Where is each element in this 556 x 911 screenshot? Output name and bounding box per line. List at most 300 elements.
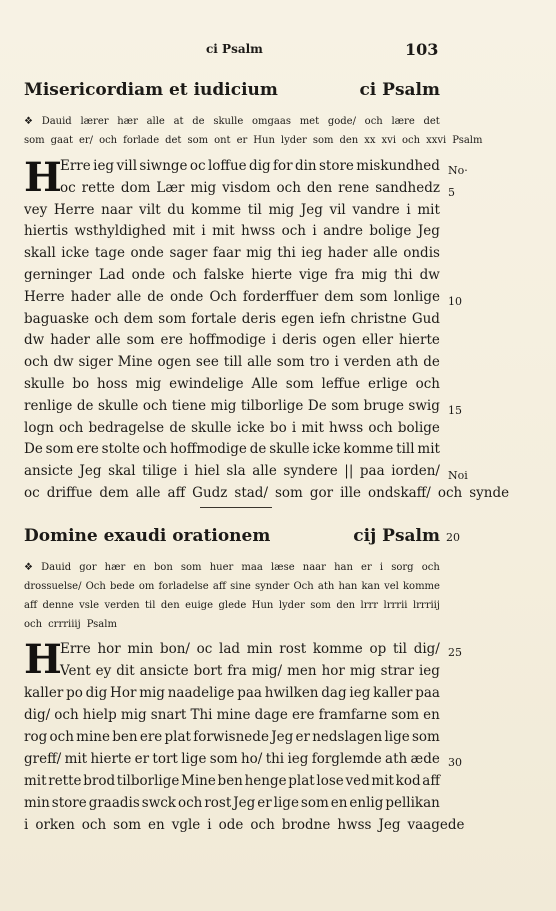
text-word: i [183, 463, 188, 480]
text-line [24, 461, 468, 483]
summary-word: lrrrii [383, 600, 408, 611]
text-word: som [412, 729, 440, 745]
text-word: hwss [241, 223, 276, 240]
text-word: plat [288, 773, 315, 789]
text-word: vil [329, 201, 346, 218]
text-word: hielp [82, 707, 117, 723]
text-word: och [172, 266, 197, 283]
text-word: christne [350, 310, 407, 327]
text-word: deris [282, 332, 317, 349]
text-word: pellikan [385, 795, 440, 811]
text-word: driffue [46, 484, 93, 501]
text-word: paa [415, 685, 440, 701]
psalm-102-body [24, 636, 465, 836]
summary-word: den [339, 135, 359, 146]
text-word: en [330, 795, 348, 811]
summary-word: han [334, 562, 353, 573]
text-word: op [369, 641, 387, 657]
summary-word: aff [212, 581, 226, 592]
text-word: och [49, 729, 74, 745]
summary-word: Psalm [452, 135, 483, 146]
text-word: och [142, 441, 168, 458]
text-word: ondskaff/ [368, 484, 431, 501]
text-word: lose [316, 773, 344, 789]
running-title: ci Psalm [206, 42, 263, 56]
summary-word: naar [302, 562, 326, 573]
summary-line [24, 577, 440, 596]
text-word: til [392, 641, 407, 657]
text-word: hoss [96, 375, 128, 392]
summary-word: en [133, 562, 146, 573]
summary-word: som [180, 562, 202, 573]
text-line [24, 243, 440, 265]
text-word: ieg [301, 245, 323, 262]
text-word: icke [61, 245, 90, 262]
text-word: mit [24, 773, 47, 789]
text-word: mit [417, 201, 440, 218]
text-word: logn [24, 419, 54, 436]
text-word: iefn [319, 310, 346, 327]
text-word: oc [24, 484, 40, 501]
text-word: tilborlige [116, 773, 180, 789]
text-word: Och [209, 288, 237, 305]
text-word: kaller [373, 685, 413, 701]
text-word: dig/ [24, 707, 51, 723]
summary-word: gaat [50, 135, 73, 146]
text-word: ben [217, 773, 243, 789]
text-word: som [359, 288, 388, 305]
text-word: och [94, 310, 119, 327]
text-word: mig [349, 663, 376, 679]
text-word: De [307, 397, 327, 414]
text-word: forglemde [311, 751, 382, 767]
text-word: mig [135, 375, 162, 392]
text-word: bort [193, 663, 223, 679]
summary-word: gode/ [327, 116, 356, 127]
text-word: din [294, 158, 317, 174]
text-word: dom [120, 179, 151, 196]
text-word: och [276, 179, 301, 196]
summary-word: glede [218, 600, 247, 611]
text-line [24, 814, 465, 836]
psalm-101-lines [24, 156, 510, 505]
text-word: till [223, 354, 243, 371]
text-word: || [344, 463, 354, 480]
text-word: gor [309, 484, 334, 501]
text-word: brodne [281, 817, 331, 833]
summary-word: gor [79, 562, 97, 573]
line-number: 25 [448, 646, 462, 659]
text-word: tiene [171, 397, 207, 414]
summary-word: til [145, 600, 156, 611]
text-word: loffue [207, 158, 247, 174]
text-line [24, 287, 462, 309]
summary-word: xxvi [426, 135, 447, 146]
text-word: till [396, 441, 415, 458]
text-word: ogen [322, 332, 356, 349]
text-word: mig [210, 397, 237, 414]
text-word: som [45, 441, 74, 458]
text-word: enlig [349, 795, 384, 811]
psalm-101-title: Misericordiam et iudicium [24, 80, 278, 100]
text-word: baguaske [24, 310, 90, 327]
summary-word: euige [185, 600, 214, 611]
text-word: hwilken [264, 685, 319, 701]
text-word: min [24, 795, 50, 811]
text-word: Herre [24, 288, 65, 305]
text-word: hiertis [24, 223, 69, 240]
text-word: i [207, 817, 212, 833]
text-word: for [273, 158, 293, 174]
summary-word: xx [364, 135, 376, 146]
text-word: thi [394, 266, 413, 283]
summary-word: forlade [123, 135, 160, 146]
text-word: sager [169, 245, 208, 262]
text-word: ieg [349, 685, 371, 701]
text-line [24, 770, 440, 792]
text-word: sandhedz [375, 179, 440, 196]
text-word: alle [116, 288, 142, 305]
text-word: mig [120, 707, 147, 723]
summary-word: ath [317, 581, 335, 592]
text-word: dw [53, 354, 74, 371]
text-word: faar [213, 245, 241, 262]
text-word: vey [24, 201, 48, 218]
text-word: brod [83, 773, 116, 789]
text-word: onde [169, 288, 204, 305]
text-word: dig [85, 685, 108, 701]
text-word: rost [204, 795, 232, 811]
text-word: leffue [321, 375, 361, 392]
summary-word: at [173, 116, 184, 127]
text-word: po [66, 685, 83, 701]
text-line [24, 418, 440, 440]
text-word: ved [345, 773, 370, 789]
summary-word: och [364, 116, 383, 127]
text-word: alle [135, 484, 161, 501]
text-word: naar [101, 201, 133, 218]
summary-line [24, 558, 440, 577]
text-word: Jeg [417, 223, 440, 240]
text-word: snart [150, 707, 187, 723]
text-word: i [201, 223, 206, 240]
text-word: komme [312, 641, 363, 657]
text-word: Erre [60, 641, 91, 657]
text-word: onde [130, 245, 164, 262]
summary-word: som [310, 600, 331, 611]
text-word: de [76, 397, 94, 414]
text-line [24, 352, 440, 374]
summary-word: de [192, 116, 205, 127]
text-word: alle [373, 245, 398, 262]
text-line [24, 483, 510, 505]
text-word: som [113, 817, 142, 833]
text-word: paa [237, 685, 262, 701]
psalm-101-summary [24, 112, 483, 150]
text-word: gerninger [24, 266, 92, 283]
text-word: ille [340, 484, 362, 501]
text-line [24, 638, 462, 660]
text-word: hader [327, 245, 368, 262]
psalm-102-dropcap: H [24, 636, 62, 683]
summary-word: skulle [213, 116, 244, 127]
summary-word: bede [110, 581, 135, 592]
line-number: 15 [448, 403, 462, 417]
text-line [24, 374, 440, 396]
text-word: dit [116, 663, 135, 679]
running-head [0, 42, 556, 60]
summary-word: ❖ [24, 116, 33, 127]
line-number: 30 [448, 756, 462, 769]
text-word: vilt [139, 201, 161, 218]
text-word: ere [139, 729, 163, 745]
text-word: tage [94, 245, 125, 262]
text-word: du [167, 201, 185, 218]
text-line [24, 265, 440, 287]
text-word: henge [244, 773, 287, 789]
text-word: er [134, 751, 150, 767]
summary-word: lærer [80, 116, 109, 127]
summary-word: denne [42, 600, 74, 611]
text-word: vgle [171, 817, 201, 833]
text-word: forwisnede [193, 729, 269, 745]
summary-word: det [423, 116, 440, 127]
summary-word: vel [384, 581, 399, 592]
summary-word: Dauid [41, 116, 72, 127]
text-word: siwnge [139, 158, 188, 174]
text-word: ere [160, 332, 183, 349]
text-word: onde [131, 266, 166, 283]
summary-word: er [236, 135, 248, 146]
text-word: ho/ [240, 751, 263, 767]
text-word: æde [410, 751, 440, 767]
text-word: Herre [53, 201, 95, 218]
text-word: renlige [24, 397, 73, 414]
summary-word: ont [214, 135, 231, 146]
psalm-102-summary [24, 558, 440, 634]
text-word: oc [196, 641, 213, 657]
text-word: alle [247, 354, 272, 371]
text-word: mig [268, 201, 295, 218]
text-word: hoffmodige [169, 441, 247, 458]
text-word: som [276, 354, 305, 371]
text-word: bedragelse [88, 419, 165, 436]
text-word: dem [123, 310, 154, 327]
text-word: store [51, 795, 87, 811]
summary-word: aff [24, 600, 38, 611]
text-line [24, 439, 440, 461]
text-word: mig [190, 179, 217, 196]
text-word: och [368, 419, 393, 436]
text-word: plat [164, 729, 191, 745]
text-word: oc [60, 179, 76, 196]
summary-word: hær [117, 116, 138, 127]
text-word: ath [385, 751, 408, 767]
text-word: skulle [97, 397, 139, 414]
text-word: erlige [367, 375, 408, 392]
summary-word: hær [104, 562, 126, 573]
summary-word: som [312, 135, 334, 146]
summary-word: omgaas [252, 116, 291, 127]
psalm-101-body [24, 154, 510, 505]
summary-word: Psalm [86, 619, 117, 630]
text-word: thi [277, 245, 296, 262]
summary-word: lyder [280, 135, 307, 146]
text-word: dem [324, 288, 354, 305]
text-word: och [58, 419, 84, 436]
text-word: strar [380, 663, 414, 679]
summary-line [24, 131, 483, 150]
text-word: visdom [222, 179, 271, 196]
text-line [24, 726, 440, 748]
text-word: synde [469, 484, 510, 501]
text-word: ewindelige [169, 375, 244, 392]
text-word: Thi [190, 707, 213, 723]
text-word: Jeg [79, 463, 102, 480]
text-word: komme [191, 201, 242, 218]
summary-word: huer [209, 562, 234, 573]
text-word: tilborlige [240, 397, 304, 414]
text-word: siger [78, 354, 113, 371]
text-word: som [391, 707, 420, 723]
summary-word: er [361, 562, 372, 573]
text-word: Alle [251, 375, 278, 392]
summary-word: det [165, 135, 182, 146]
summary-word: lyder [278, 600, 305, 611]
text-word: icke [312, 441, 341, 458]
psalm-101-heading [24, 80, 440, 104]
text-word: syndere [283, 463, 338, 480]
summary-word: verden [104, 600, 140, 611]
text-line [24, 200, 440, 222]
text-word: dw [24, 332, 45, 349]
text-word: dig/ [413, 641, 440, 657]
text-word: ondis [403, 245, 440, 262]
text-word: mine [76, 729, 110, 745]
text-word: bolige [369, 223, 412, 240]
text-word: hiel [194, 463, 220, 480]
text-word: dig [249, 158, 271, 174]
text-word: vandre [352, 201, 400, 218]
text-word: som [300, 795, 329, 811]
summary-word: maa [241, 562, 263, 573]
text-word: graadis [88, 795, 140, 811]
text-word: och [250, 817, 275, 833]
summary-word: och [421, 562, 440, 573]
text-word: i [291, 419, 297, 436]
text-word: rost [279, 641, 307, 657]
text-word: rene [338, 179, 370, 196]
text-word: komme [343, 441, 394, 458]
text-word: framfarne [318, 707, 388, 723]
summary-word: vsle [79, 600, 100, 611]
summary-word: crrriiij [48, 619, 81, 630]
psalm-101-dropcap: H [24, 154, 62, 201]
text-word: rog [24, 729, 48, 745]
text-word: forderffuer [242, 288, 319, 305]
text-word: mit [64, 751, 88, 767]
text-line [24, 221, 440, 243]
summary-word: Hun [253, 135, 275, 146]
text-word: Jeg [300, 201, 323, 218]
text-line [24, 156, 468, 178]
text-word: mig [139, 685, 165, 701]
text-word: paa [359, 463, 385, 480]
text-word: andre [323, 223, 363, 240]
summary-word: ❖ [24, 562, 33, 573]
line-number: No· [448, 164, 468, 177]
psalm-102-section [24, 526, 465, 836]
text-word: skall [24, 245, 56, 262]
text-word: dage [254, 707, 288, 723]
text-word: min [246, 641, 273, 657]
summary-word: om [138, 581, 155, 592]
text-word: aff [167, 484, 186, 501]
text-word: hwss [329, 419, 364, 436]
text-word: greff/ [24, 751, 62, 767]
text-word: i [271, 332, 277, 349]
text-word: de [249, 441, 267, 458]
text-word: verden [343, 354, 392, 371]
text-line [24, 309, 440, 331]
text-word: fortale [191, 310, 237, 327]
text-word: sla [226, 463, 246, 480]
text-word: ben [112, 729, 138, 745]
text-word: dem [99, 484, 129, 501]
text-word: ieg [93, 158, 115, 174]
summary-word: synder [254, 581, 290, 592]
text-word: er [257, 795, 272, 811]
text-line [24, 396, 462, 418]
text-word: see [195, 354, 219, 371]
summary-word: alle [146, 116, 165, 127]
text-word: som [331, 397, 360, 414]
text-word: dw [419, 266, 440, 283]
text-word: tro [309, 354, 330, 371]
text-word: ansicte [24, 463, 73, 480]
text-word: fra [227, 663, 247, 679]
text-word: rette [48, 773, 82, 789]
text-word: swig [408, 397, 440, 414]
text-word: bon/ [159, 641, 190, 657]
text-word: de [147, 288, 164, 305]
psalm-102-heading [24, 526, 460, 550]
text-word: Hor [110, 685, 137, 701]
text-word: lonlige [393, 288, 440, 305]
text-word: skal [108, 463, 136, 480]
summary-line [24, 596, 440, 615]
text-word: orken [35, 817, 75, 833]
summary-word: sorg [391, 562, 414, 573]
summary-word: læse [270, 562, 295, 573]
text-word: hwss [337, 817, 372, 833]
summary-word: som [24, 135, 45, 146]
text-word: naadelige [167, 685, 235, 701]
text-word: och [24, 354, 49, 371]
text-word: egen [281, 310, 315, 327]
text-word: och [81, 817, 107, 833]
text-word: ieg [287, 751, 309, 767]
text-word: miskundhed [356, 158, 440, 174]
text-word: aff [422, 773, 440, 789]
line-number: Noi [448, 469, 468, 483]
psalm-102-lines [24, 638, 465, 836]
text-word: Gud [411, 310, 440, 327]
psalm-102-title: Domine exaudi orationem [24, 526, 271, 546]
text-word: stolte [101, 441, 140, 458]
line-number: 5 [448, 185, 455, 199]
text-word: och [142, 397, 168, 414]
